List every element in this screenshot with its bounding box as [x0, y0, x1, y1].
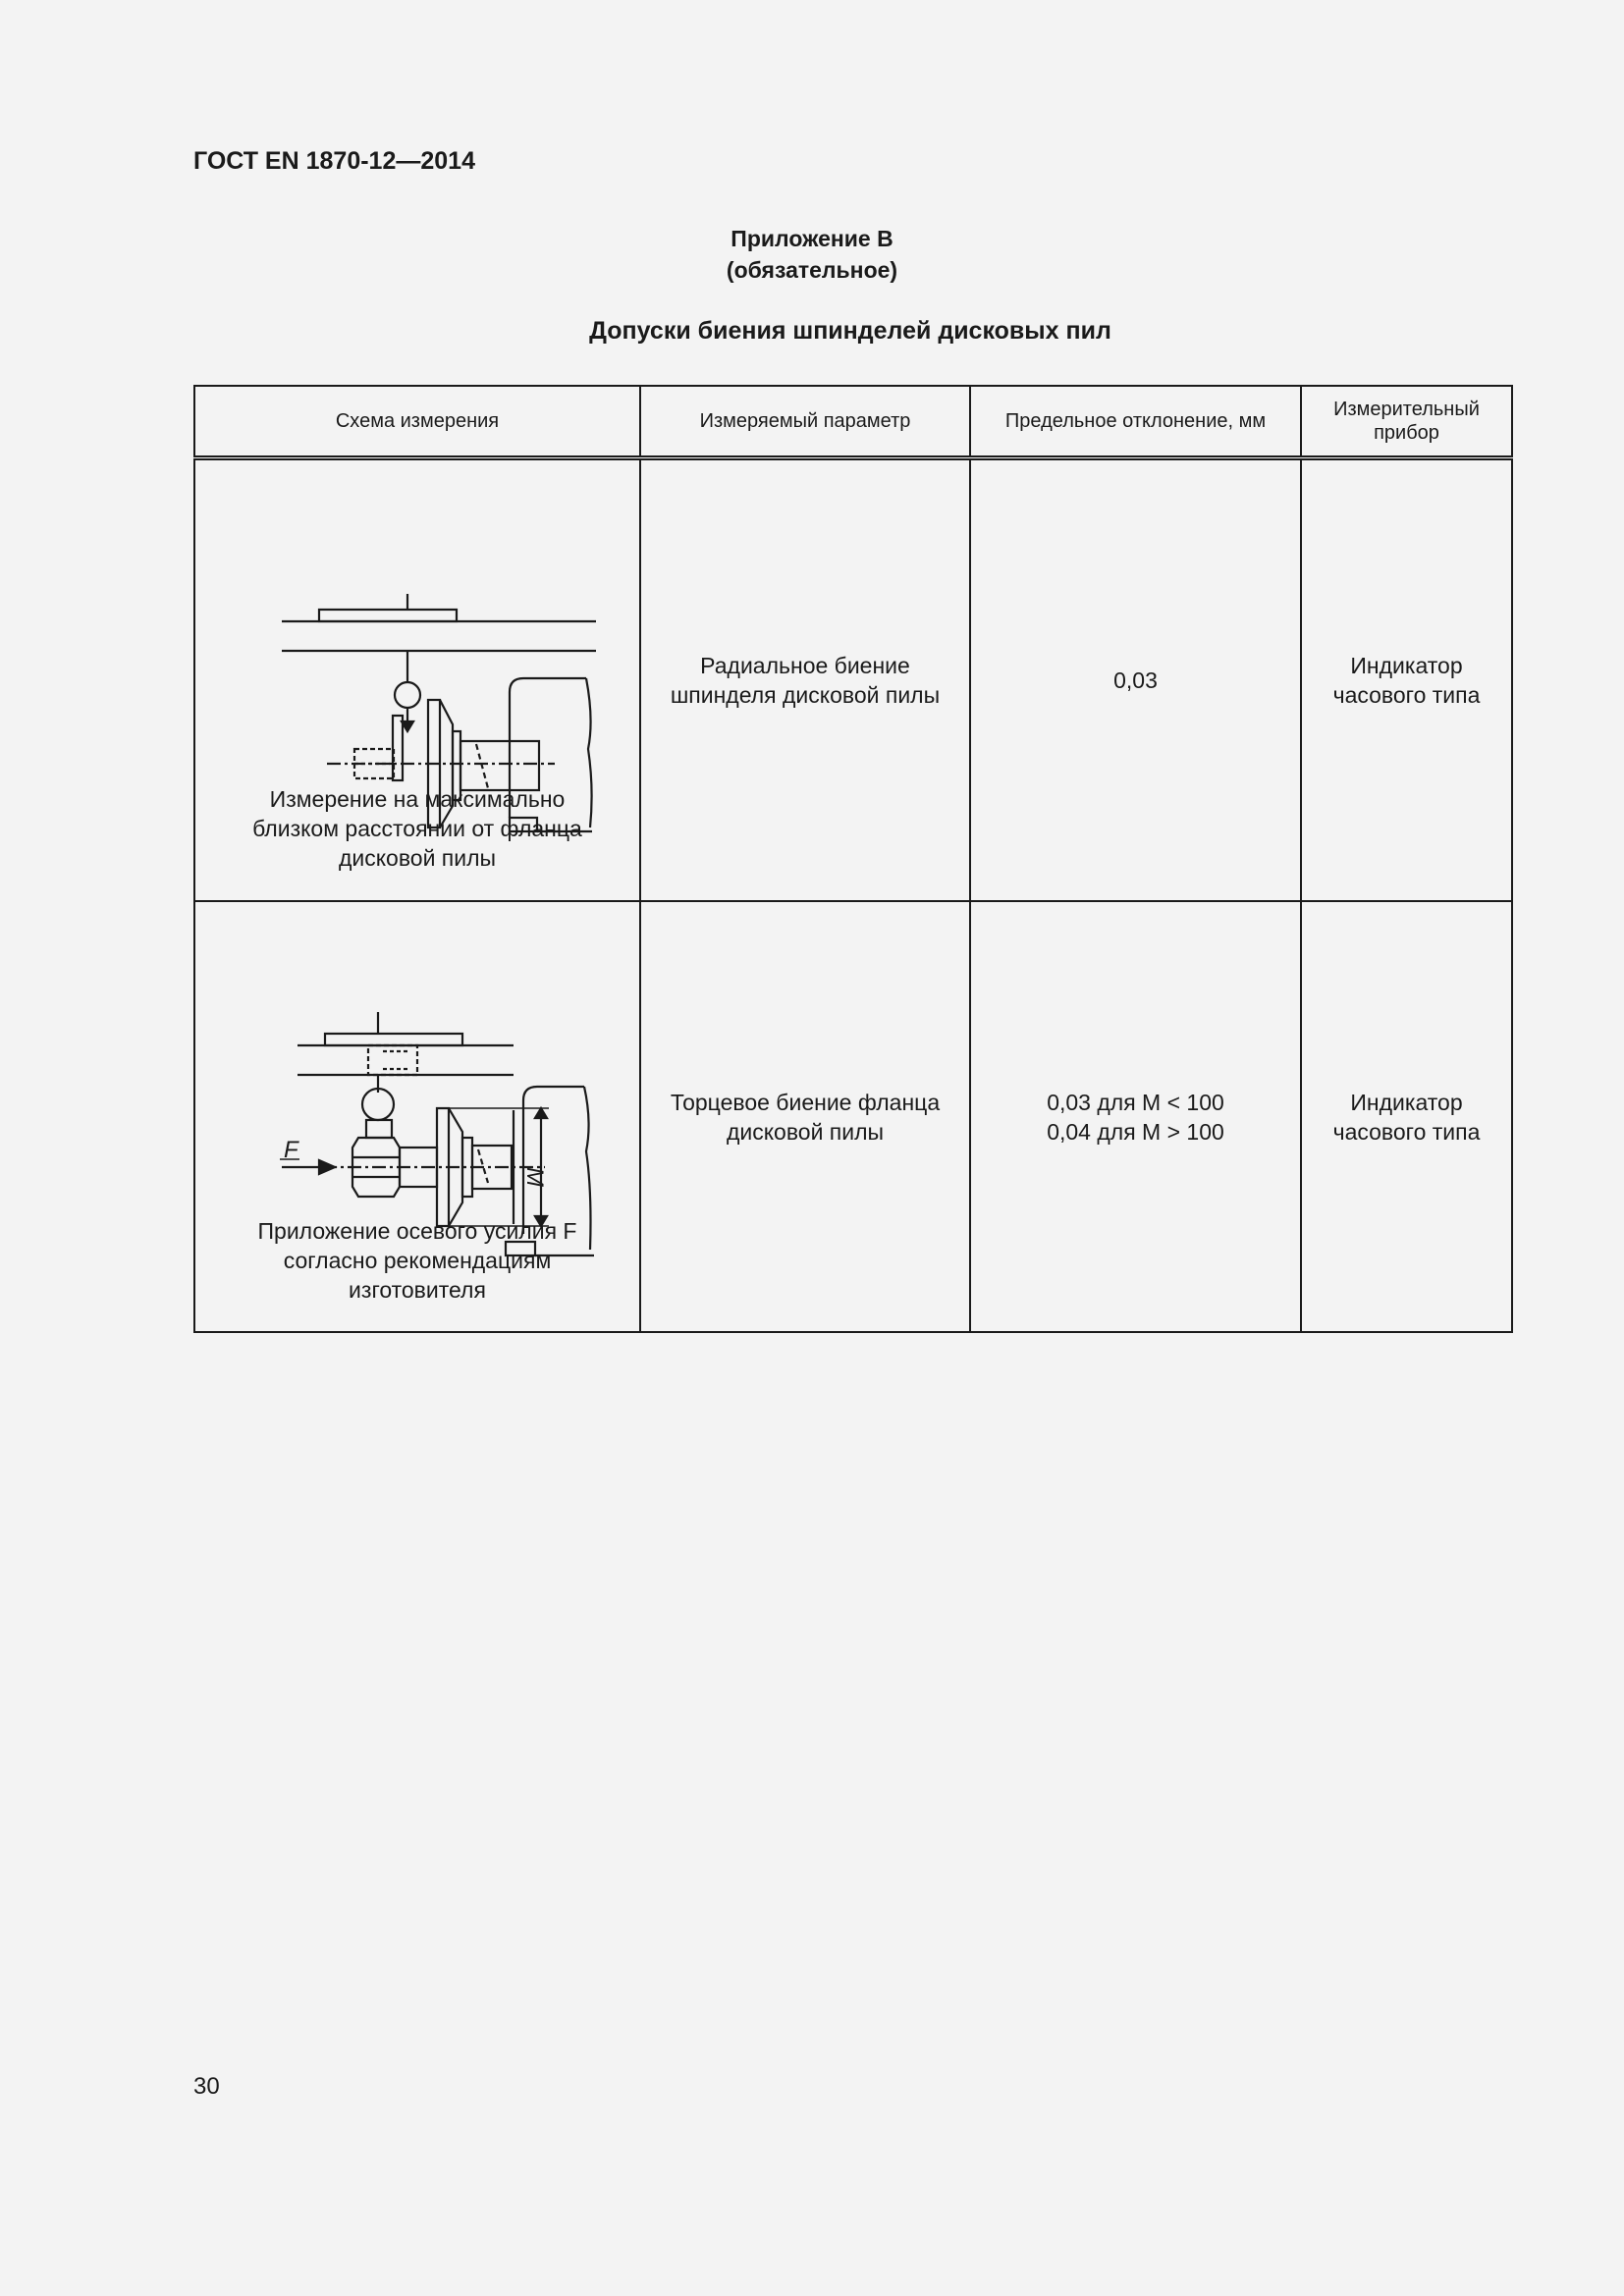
parameter-text: Радиальное биение шпинделя дисковой пилы — [670, 653, 941, 708]
instrument-cell — [1301, 901, 1512, 1332]
document-code: ГОСТ EN 1870-12—2014 — [193, 147, 475, 175]
instrument-text: Индикатор часового типа — [1332, 653, 1481, 708]
dimension-label-m: M — [521, 1166, 548, 1187]
table-header-row — [194, 386, 1512, 458]
tolerance-cell — [970, 901, 1301, 1332]
column-header-tolerance: Предельное отклонение, мм — [970, 386, 1301, 458]
scheme-caption: Приложение осевого усилия F согласно рекомендациям изготовителя — [257, 1218, 577, 1303]
parameter-cell — [640, 458, 970, 902]
instrument-text: Индикатор часового типа — [1332, 1089, 1481, 1145]
instrument-cell — [1301, 458, 1512, 902]
table-row — [194, 458, 1512, 902]
column-header-parameter: Измеряемый параметр — [640, 386, 970, 458]
column-header-instrument: Измерительный прибор — [1301, 386, 1512, 458]
tolerance-line: 0,04 для M > 100 — [1047, 1118, 1224, 1145]
scheme-cell — [194, 901, 640, 1332]
page-number: 30 — [193, 2073, 220, 2100]
tolerance-line: 0,03 — [1113, 667, 1158, 693]
scheme-caption: Измерение на максимально близком расстоянии от фланца дисковой пилы — [252, 786, 582, 871]
scheme-cell — [194, 458, 640, 902]
annex-type: (обязательное) — [726, 257, 898, 283]
force-label-f: F — [284, 1136, 298, 1163]
column-header-scheme: Схема измерения — [194, 386, 640, 458]
table-row — [194, 901, 1512, 1332]
table-title: Допуски биения шпинделей дисковых пил — [589, 317, 1111, 345]
annex-title: Приложение В — [731, 226, 893, 251]
tolerance-line: 0,03 для M < 100 — [1047, 1089, 1224, 1115]
tolerance-cell — [970, 458, 1301, 902]
runout-tolerance-table — [193, 385, 1513, 1333]
parameter-cell — [640, 901, 970, 1332]
parameter-text: Торцевое биение фланца дисковой пилы — [670, 1089, 941, 1145]
